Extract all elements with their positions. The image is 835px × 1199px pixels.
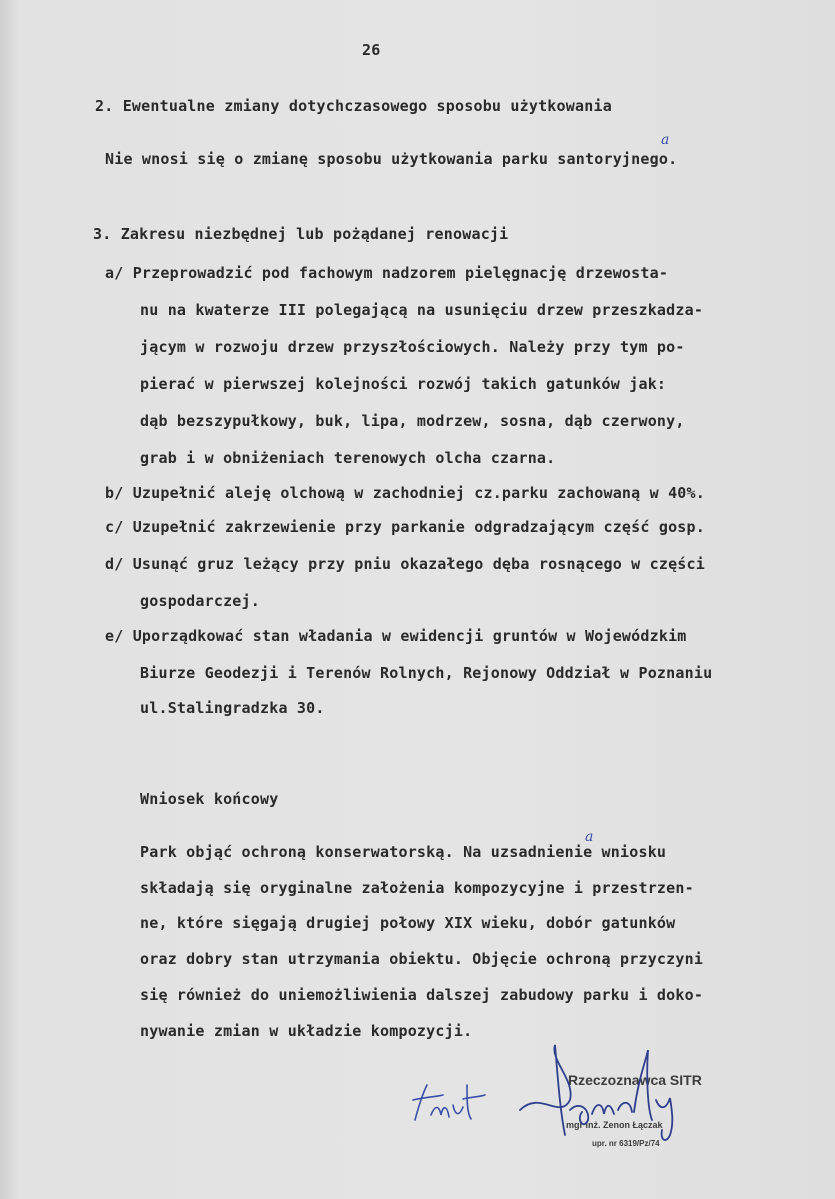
- conclusion-line: oraz dobry stan utrzymania obiektu. Objęcie ochroną przyczyni: [140, 950, 704, 968]
- conclusion-line: składają się oryginalne założenia kompozycyjne i przestrzen-: [140, 879, 694, 897]
- section-3-line: grab i w obniżeniach terenowych olcha czarna.: [140, 449, 556, 467]
- conclusion-line: ne, które sięgają drugiej połowy XIX wieku, dobór gatunków: [140, 914, 676, 932]
- section-3-heading: 3. Zakresu niezbędnej lub pożądanej renowacji: [93, 225, 509, 243]
- conclusion-line: nywanie zmian w układzie kompozycji.: [140, 1022, 473, 1040]
- conclusion-line: się również do uniemożliwienia dalszej zabudowy parku i doko-: [140, 986, 704, 1004]
- stamp-name: mgr inż. Zenon Łączak: [566, 1120, 663, 1130]
- section-3-line: a/ Przeprowadzić pod fachowym nadzorem pielęgnację drzewosta-: [105, 264, 669, 282]
- section-3-line: dąb bezszypułkowy, buk, lipa, modrzew, sosna, dąb czerwony,: [140, 412, 685, 430]
- section-3-line: ul.Stalingradzka 30.: [140, 699, 325, 717]
- section-3-line: b/ Uzupełnić aleję olchową w zachodniej cz.parku zachowaną w 40%.: [105, 484, 705, 502]
- section-3-line: pierać w pierwszej kolejności rozwój takich gatunków jak:: [140, 375, 667, 393]
- section-3-line: jącym w rozwoju drzew przyszłościowych. Należy przy tym po-: [140, 338, 685, 356]
- section-3-line: gospodarczej.: [140, 592, 260, 610]
- handwritten-correction: a: [661, 132, 670, 148]
- stamp-title: Rzeczoznawca SITR: [568, 1072, 702, 1088]
- page-number: 26: [362, 41, 381, 59]
- signature-right: [510, 1040, 710, 1150]
- section-2-heading: 2. Ewentualne zmiany dotychczasowego sposobu użytkowania: [95, 97, 612, 115]
- section-2-text: Nie wnosi się o zmianę sposobu użytkowania parku santoryjnego.: [105, 150, 678, 168]
- section-3-line: e/ Uporządkować stan władania w ewidencji gruntów w Wojewódzkim: [105, 627, 687, 645]
- section-3-line: Biurze Geodezji i Terenów Rolnych, Rejonowy Oddział w Poznaniu: [140, 664, 713, 682]
- signature-left: [405, 1075, 495, 1135]
- conclusion-line: Park objąć ochroną konserwatorską. Na uzsadnienie wniosku: [140, 843, 667, 861]
- section-3-line: d/ Usunąć gruz leżący przy pniu okazałego dęba rosnącego w części: [105, 555, 705, 573]
- stamp-number: upr. nr 6319/Pz/74: [592, 1139, 660, 1148]
- conclusion-heading: Wniosek końcowy: [140, 790, 279, 808]
- section-3-line: c/ Uzupełnić zakrzewienie przy parkanie odgradzającym część gosp.: [105, 518, 705, 536]
- section-3-line: nu na kwaterze III polegającą na usunięciu drzew przeszkadza-: [140, 301, 704, 319]
- handwritten-correction: a: [585, 829, 594, 845]
